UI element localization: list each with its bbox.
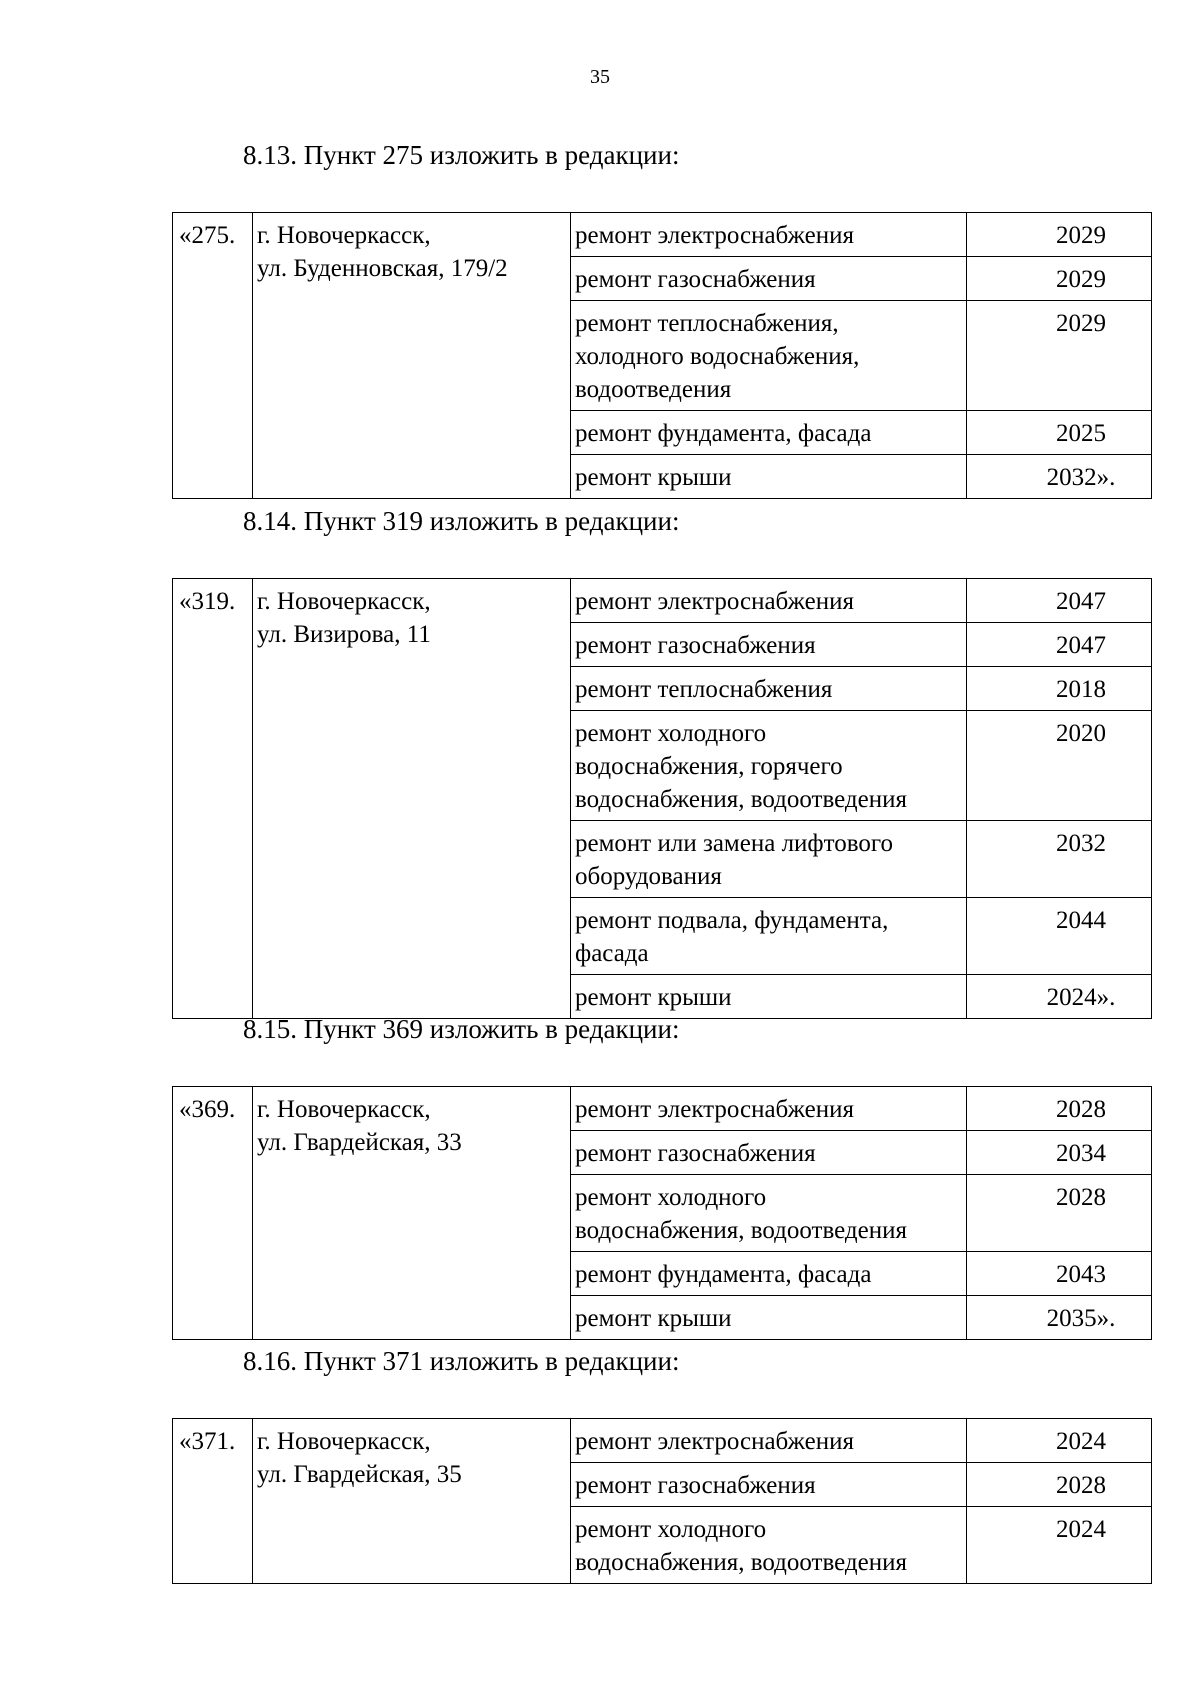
work-type: ремонт крыши xyxy=(571,975,967,1019)
work-year: 2025 xyxy=(967,411,1152,455)
section-heading: 8.13. Пункт 275 изложить в редакции: xyxy=(243,140,680,170)
address-city: г. Новочеркасск, xyxy=(257,588,431,615)
work-type: ремонт фундамента, фасада xyxy=(571,411,967,455)
page-number: 35 xyxy=(590,66,610,88)
work-type: ремонт электроснабжения xyxy=(571,213,967,257)
address-street: ул. Буденновская, 179/2 xyxy=(257,255,508,282)
work-year: 2024 xyxy=(967,1419,1152,1463)
address-cell xyxy=(253,1419,571,1584)
work-year: 2047 xyxy=(967,579,1152,623)
amendment-table xyxy=(172,578,1152,1019)
work-type: ремонт или замена лифтового оборудования xyxy=(571,821,967,898)
work-year: 2034 xyxy=(967,1131,1152,1175)
address-city: г. Новочеркасск, xyxy=(257,1428,431,1455)
work-type: ремонт крыши xyxy=(571,455,967,499)
address-cell xyxy=(253,1087,571,1340)
work-year: 2029 xyxy=(967,213,1152,257)
work-year: 2035». xyxy=(967,1296,1152,1340)
item-number: «319. xyxy=(173,579,253,1019)
work-type: ремонт холодного водоснабжения, водоотведения xyxy=(571,1175,967,1252)
amendment-table xyxy=(172,1418,1152,1584)
table-row xyxy=(173,1419,1152,1463)
section-heading: 8.14. Пункт 319 изложить в редакции: xyxy=(243,506,680,536)
address-street: ул. Гвардейская, 35 xyxy=(257,1461,462,1488)
work-type: ремонт теплоснабжения xyxy=(571,667,967,711)
work-type: ремонт электроснабжения xyxy=(571,1087,967,1131)
item-number: «371. xyxy=(173,1419,253,1584)
work-year: 2047 xyxy=(967,623,1152,667)
work-type: ремонт электроснабжения xyxy=(571,1419,967,1463)
work-type: ремонт теплоснабжения, холодного водоснабжения, водоотведения xyxy=(571,301,967,411)
work-year: 2020 xyxy=(967,711,1152,821)
work-type: ремонт фундамента, фасада xyxy=(571,1252,967,1296)
section-heading: 8.16. Пункт 371 изложить в редакции: xyxy=(243,1346,680,1376)
work-year: 2028 xyxy=(967,1463,1152,1507)
item-number: «275. xyxy=(173,213,253,499)
address-street: ул. Гвардейская, 33 xyxy=(257,1129,462,1156)
address-street: ул. Визирова, 11 xyxy=(257,621,431,648)
table-row xyxy=(173,1087,1152,1131)
work-year: 2032 xyxy=(967,821,1152,898)
work-year: 2029 xyxy=(967,257,1152,301)
address-cell xyxy=(253,213,571,499)
work-type: ремонт холодного водоснабжения, горячего водоснабжения, водоотведения xyxy=(571,711,967,821)
work-year: 2024 xyxy=(967,1507,1152,1584)
work-type: ремонт газоснабжения xyxy=(571,257,967,301)
work-type: ремонт крыши xyxy=(571,1296,967,1340)
work-year: 2029 xyxy=(967,301,1152,411)
work-year: 2043 xyxy=(967,1252,1152,1296)
table-row xyxy=(173,213,1152,257)
work-type: ремонт газоснабжения xyxy=(571,1131,967,1175)
address-city: г. Новочеркасск, xyxy=(257,1096,431,1123)
section-heading: 8.15. Пункт 369 изложить в редакции: xyxy=(243,1014,680,1044)
table-row xyxy=(173,579,1152,623)
item-number: «369. xyxy=(173,1087,253,1340)
work-type: ремонт газоснабжения xyxy=(571,1463,967,1507)
work-year: 2032». xyxy=(967,455,1152,499)
work-year: 2028 xyxy=(967,1087,1152,1131)
work-year: 2024». xyxy=(967,975,1152,1019)
work-type: ремонт холодного водоснабжения, водоотведения xyxy=(571,1507,967,1584)
work-year: 2044 xyxy=(967,898,1152,975)
amendment-table xyxy=(172,1086,1152,1340)
work-type: ремонт электроснабжения xyxy=(571,579,967,623)
address-cell xyxy=(253,579,571,1019)
work-year: 2018 xyxy=(967,667,1152,711)
amendment-table xyxy=(172,212,1152,499)
work-year: 2028 xyxy=(967,1175,1152,1252)
work-type: ремонт подвала, фундамента, фасада xyxy=(571,898,967,975)
work-type: ремонт газоснабжения xyxy=(571,623,967,667)
address-city: г. Новочеркасск, xyxy=(257,222,431,249)
